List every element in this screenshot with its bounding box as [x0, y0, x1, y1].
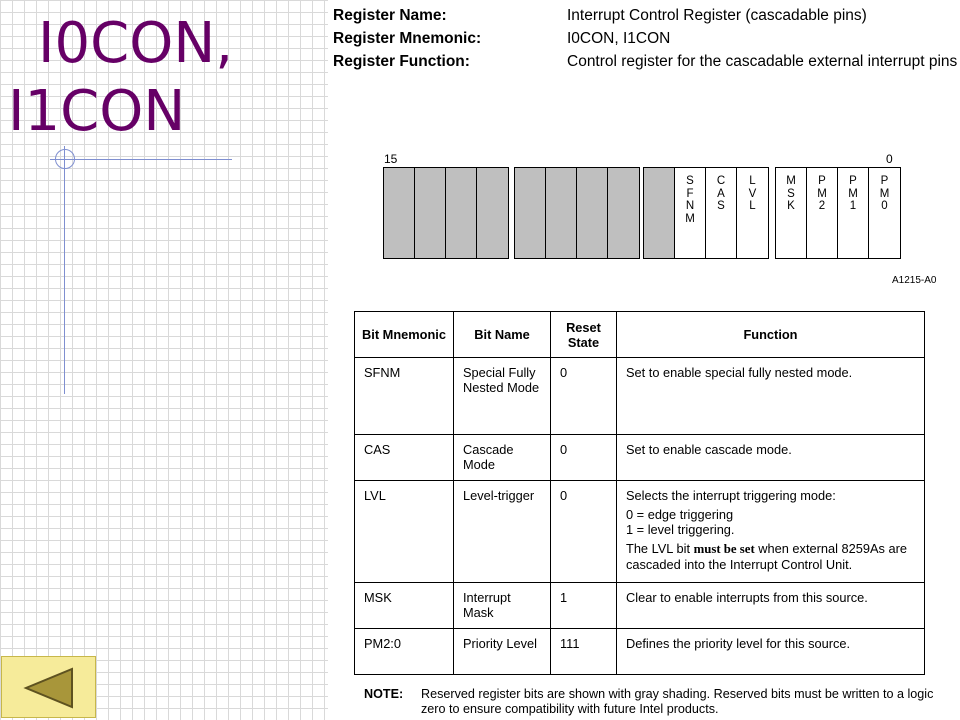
lvl-function-intro: Selects the interrupt triggering mode:	[626, 488, 836, 503]
reserved-bit	[446, 168, 477, 258]
table-row	[355, 358, 925, 435]
bit-15-label: 15	[384, 152, 398, 166]
reserved-bit	[477, 168, 508, 258]
cell-bit-name: Level-trigger	[454, 481, 551, 583]
register-name-label: Register Name:	[333, 7, 447, 24]
register-mnemonic-row	[333, 29, 958, 48]
left-triangle-icon	[22, 666, 76, 710]
bit-definition-table	[354, 311, 925, 675]
lvl-function-level: 1 = level triggering.	[626, 522, 735, 537]
cell-bit-name: Special Fully Nested Mode	[454, 358, 551, 435]
register-function-label: Register Function:	[333, 53, 470, 70]
reserved-bits-group-high	[383, 167, 509, 259]
reserved-bit	[515, 168, 546, 258]
figure-id: A1215-A0	[892, 275, 937, 286]
table-row	[355, 481, 925, 583]
register-mnemonic-value: I0CON, I1CON	[567, 30, 671, 47]
cell-mnemonic: PM2:0	[355, 629, 454, 675]
cell-bit-name: Cascade Mode	[454, 435, 551, 481]
header-bit-name: Bit Name	[454, 312, 551, 358]
cell-mnemonic: MSK	[355, 583, 454, 629]
lvl-note-post: when external 8259As are cascaded into the Interrupt Control Unit.	[626, 541, 907, 572]
table-header-row	[355, 312, 925, 358]
register-figure	[328, 0, 960, 720]
cell-reset: 111	[551, 629, 617, 675]
lvl-note-emphasis: must be set	[693, 542, 755, 556]
reserved-bit	[644, 168, 675, 258]
decorative-circle	[55, 149, 75, 169]
bit-pm1: P M 1	[838, 168, 869, 258]
bit-0-label: 0	[886, 152, 893, 166]
decorative-horizontal-line	[50, 159, 232, 160]
reserved-bit	[577, 168, 608, 258]
reserved-bit	[415, 168, 446, 258]
cell-function: Set to enable special fully nested mode.	[617, 358, 925, 435]
cell-reset: 0	[551, 358, 617, 435]
cell-mnemonic: CAS	[355, 435, 454, 481]
header-bit-mnemonic: Bit Mnemonic	[355, 312, 454, 358]
register-info	[333, 6, 958, 75]
slide-title-line2: I1CON	[8, 79, 186, 144]
cell-reset: 0	[551, 481, 617, 583]
bit-sfnm: S F N M	[675, 168, 706, 258]
cell-mnemonic: SFNM	[355, 358, 454, 435]
cell-mnemonic: LVL	[355, 481, 454, 583]
note-label: NOTE:	[364, 687, 404, 701]
header-reset-state: Reset State	[551, 312, 617, 358]
reserved-bits-group-mid	[514, 167, 640, 259]
bits-group-upper-named	[643, 167, 769, 259]
cell-function: Set to enable cascade mode.	[617, 435, 925, 481]
register-function-value: Control register for the cascadable external interrupt pins	[567, 53, 958, 70]
cell-bit-name: Interrupt Mask	[454, 583, 551, 629]
lvl-function-edge: 0 = edge triggering	[626, 507, 734, 522]
table-row	[355, 435, 925, 481]
bit-pm2: P M 2	[807, 168, 838, 258]
register-function-row	[333, 52, 958, 71]
cell-function: Clear to enable interrupts from this source.	[617, 583, 925, 629]
back-button[interactable]	[1, 656, 96, 718]
footnote	[364, 687, 944, 717]
table-row	[355, 583, 925, 629]
register-mnemonic-label: Register Mnemonic:	[333, 30, 482, 47]
cell-function: Defines the priority level for this source.	[617, 629, 925, 675]
slide-title-line1: I0CON,	[38, 11, 234, 76]
note-text: Reserved register bits are shown with gray shading. Reserved bits must be written to a logic zero to ensure compatibility with future Intel products.	[421, 687, 934, 716]
header-function: Function	[617, 312, 925, 358]
table-row	[355, 629, 925, 675]
lvl-function-note	[626, 541, 915, 572]
decorative-vertical-line	[64, 146, 65, 394]
cell-reset: 0	[551, 435, 617, 481]
reserved-bit	[384, 168, 415, 258]
bit-cas: C A S	[706, 168, 737, 258]
cell-reset: 1	[551, 583, 617, 629]
bits-group-lower-named	[775, 167, 901, 259]
slide-title	[8, 10, 233, 146]
bit-lvl: L V L	[737, 168, 768, 258]
reserved-bit	[546, 168, 577, 258]
bit-msk: M S K	[776, 168, 807, 258]
cell-bit-name: Priority Level	[454, 629, 551, 675]
lvl-note-pre: The LVL bit	[626, 541, 694, 556]
reserved-bit	[608, 168, 639, 258]
cell-function	[617, 481, 925, 583]
register-name-value: Interrupt Control Register (cascadable pins)	[567, 7, 867, 24]
register-name-row	[333, 6, 958, 25]
bit-pm0: P M 0	[869, 168, 900, 258]
